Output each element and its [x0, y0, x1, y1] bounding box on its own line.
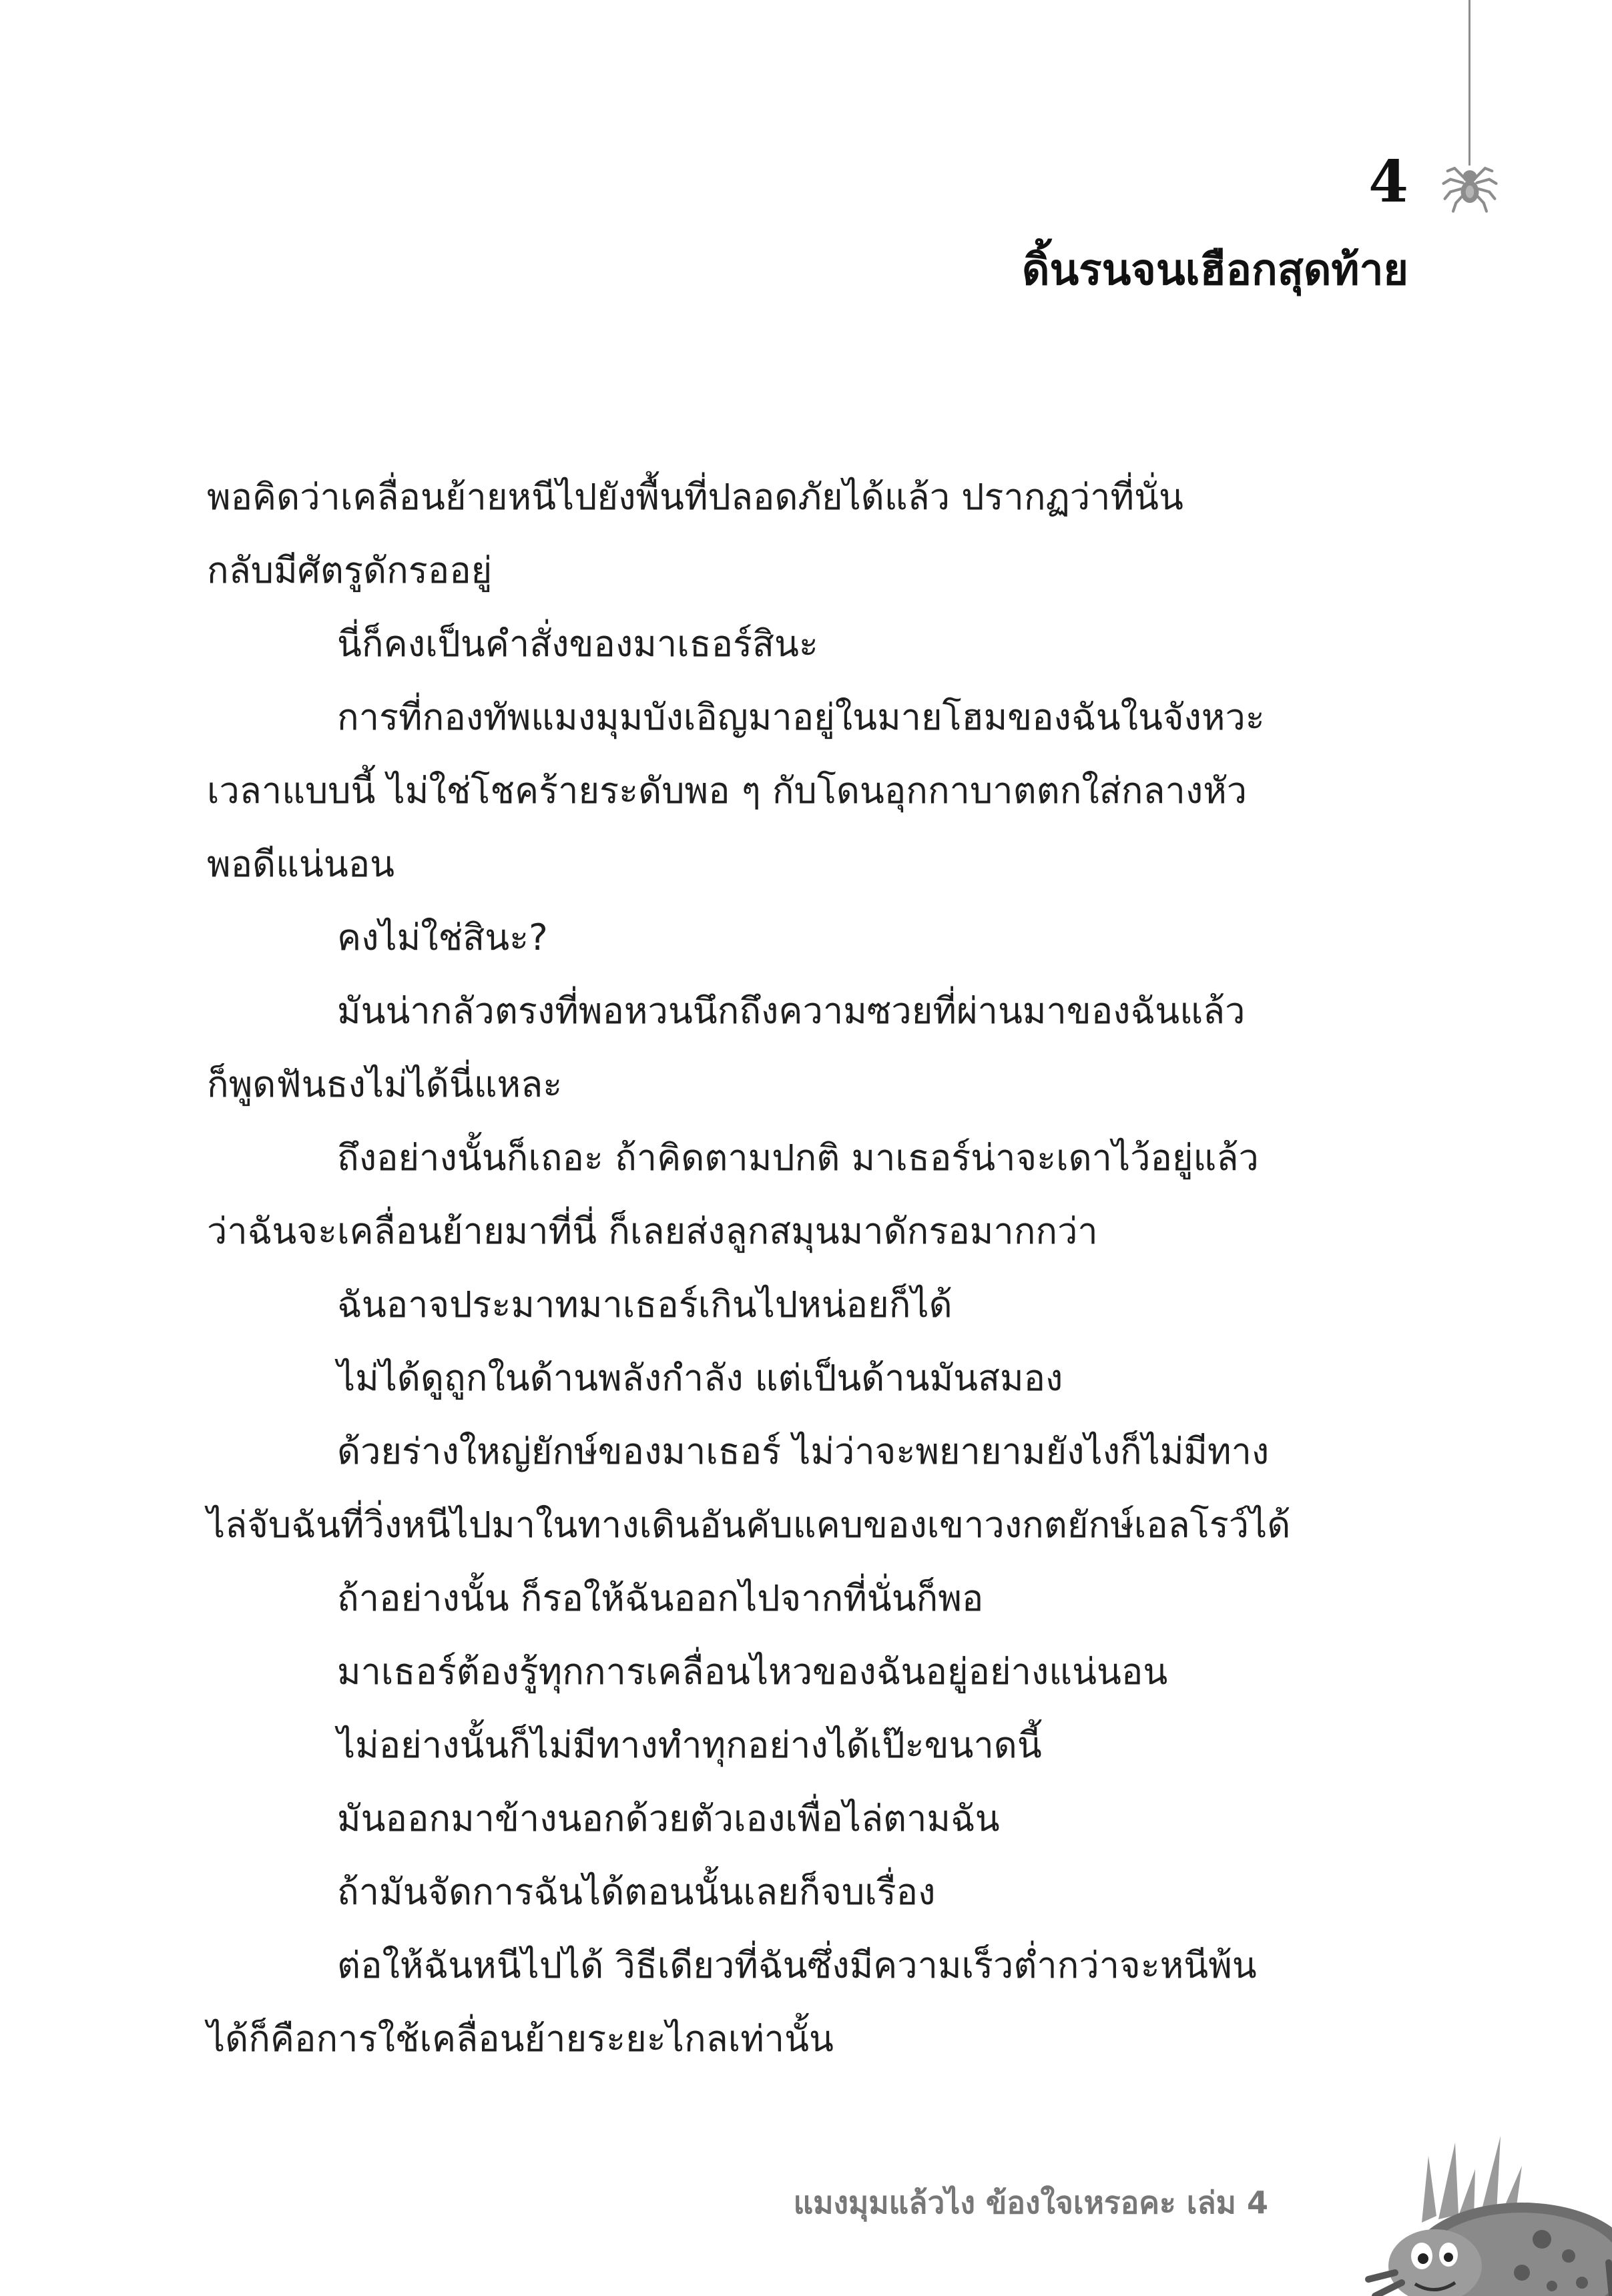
body-line: เวลาแบบนี้ ไม่ใช่โชคร้ายระดับพอ ๆ กับโดนอุกกาบาตตกใส่กลางหัว	[207, 770, 1248, 812]
body-line: ด้วยร่างใหญ่ยักษ์ของมาเธอร์ ไม่ว่าจะพยายามยังไงก็ไม่มีทาง	[337, 1430, 1270, 1472]
body-line: มันน่ากลัวตรงที่พอหวนนึกถึงความซวยที่ผ่านมาของฉันแล้ว	[337, 990, 1246, 1032]
spider-thread	[1468, 0, 1470, 166]
body-line: ฉันอาจประมาทมาเธอร์เกินไปหน่อยก็ได้	[337, 1283, 953, 1326]
body-line: ว่าฉันจะเคลื่อนย้ายมาที่นี่ ก็เลยส่งลูกสมุนมาดักรอมากกว่า	[207, 1210, 1098, 1252]
body-line: ไล่จับฉันที่วิ่งหนีไปมาในทางเดินอันคับแคบของเขาวงกตยักษ์เอลโรว์ได้	[207, 1504, 1291, 1546]
chapter-number: 4	[1368, 148, 1408, 216]
chapter-title: ดิ้นรนจนเฮือกสุดท้าย	[1021, 246, 1408, 295]
body-line: ก็พูดฟันธงไม่ได้นี่แหละ	[207, 1063, 563, 1105]
spider-mascot-icon	[1322, 2129, 1612, 2296]
footer-book-title: แมงมุมแล้วไง ข้องใจเหรอคะ เล่ม 4	[793, 2185, 1268, 2221]
body-line: ถึงอย่างนั้นก็เถอะ ถ้าคิดตามปกติ มาเธอร์น่าจะเดาไว้อยู่แล้ว	[337, 1137, 1259, 1179]
spider-icon	[1435, 150, 1505, 220]
chapter-body	[207, 461, 1408, 2076]
body-line: ไม่ได้ดูถูกในด้านพลังกำลัง แต่เป็นด้านมันสมอง	[337, 1357, 1063, 1399]
body-line: คงไม่ใช่สินะ?	[337, 916, 548, 958]
body-line: พอคิดว่าเคลื่อนย้ายหนีไปยังพื้นที่ปลอดภัยได้แล้ว ปรากฏว่าที่นั่น	[207, 476, 1183, 518]
body-line: มันออกมาข้างนอกด้วยตัวเองเพื่อไล่ตามฉัน	[337, 1797, 1000, 1839]
body-line: กลับมีศัตรูดักรออยู่	[207, 549, 493, 591]
body-line: ได้ก็คือการใช้เคลื่อนย้ายระยะไกลเท่านั้น	[207, 2018, 834, 2060]
body-line: นี่ก็คงเป็นคำสั่งของมาเธอร์สินะ	[337, 623, 818, 665]
body-line: พอดีแน่นอน	[207, 843, 395, 885]
body-line: ต่อให้ฉันหนีไปได้ วิธีเดียวที่ฉันซึ่งมีความเร็วต่ำกว่าจะหนีพ้น	[337, 1944, 1257, 1986]
body-line: ไม่อย่างนั้นก็ไม่มีทางทำทุกอย่างได้เป๊ะขนาดนี้	[337, 1724, 1042, 1766]
body-line: ถ้ามันจัดการฉันได้ตอนนั้นเลยก็จบเรื่อง	[337, 1871, 936, 1913]
body-line: มาเธอร์ต้องรู้ทุกการเคลื่อนไหวของฉันอยู่อย่างแน่นอน	[337, 1651, 1168, 1693]
body-line: การที่กองทัพแมงมุมบังเอิญมาอยู่ในมายโฮมของฉันในจังหวะ	[337, 696, 1265, 738]
body-line: ถ้าอย่างนั้น ก็รอให้ฉันออกไปจากที่นั่นก็พอ	[337, 1577, 984, 1619]
